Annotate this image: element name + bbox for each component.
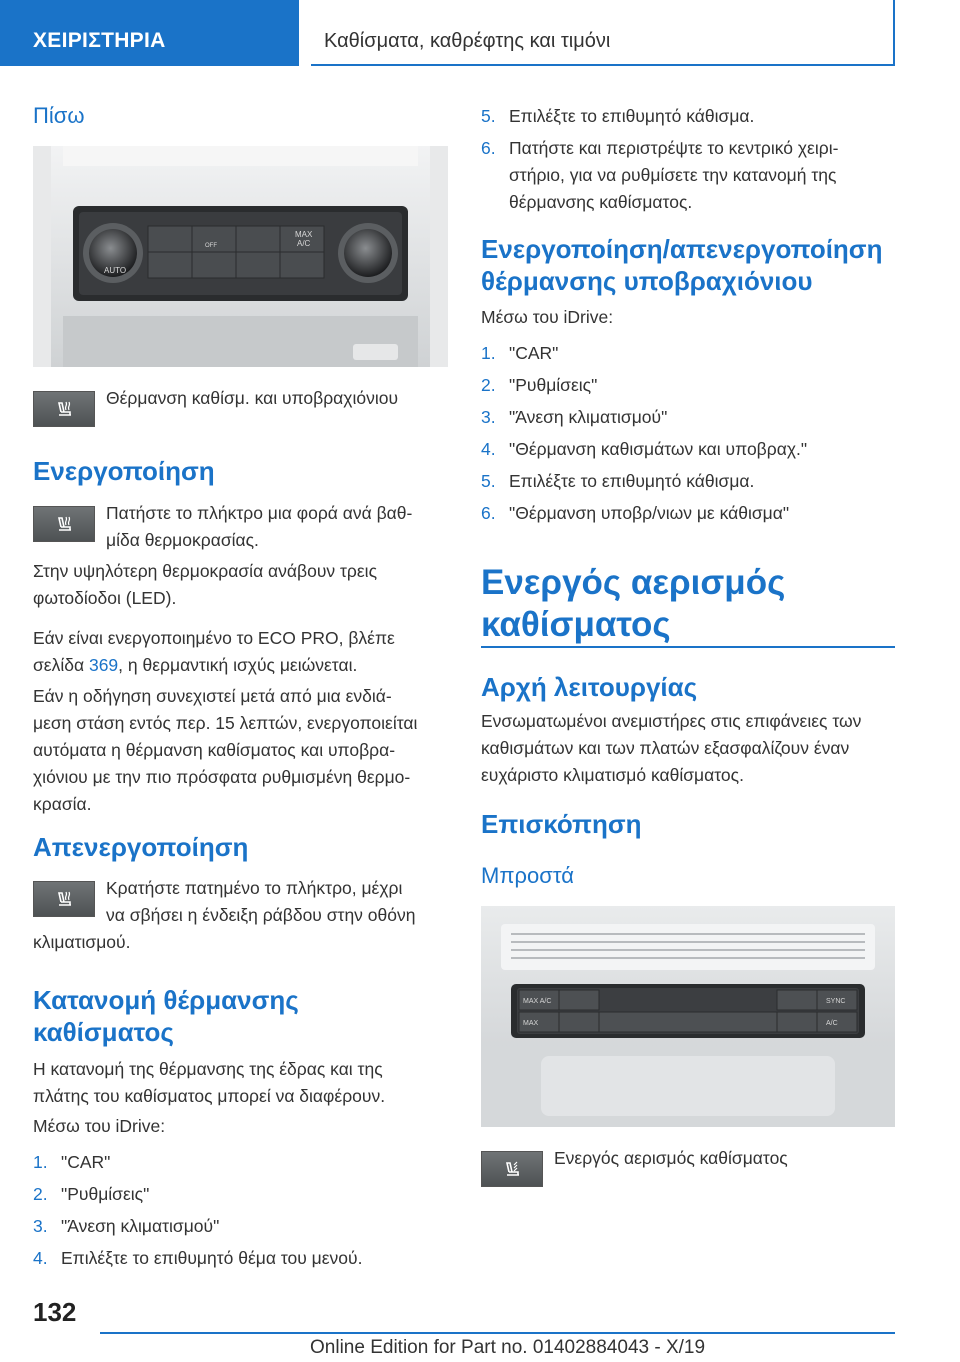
seat-heating-icon [55, 889, 75, 909]
led-line-2: φωτοδίοδοι (LED). [33, 588, 177, 608]
list-item: 4. "Θέρμανση καθισμάτων και υποβραχ." [481, 439, 808, 459]
armrest-heading-line-2: θέρμανσης υποβραχιόνιου [481, 265, 813, 296]
rear-heading: Πίσω [33, 103, 85, 128]
seat-ventilation-icon [503, 1159, 523, 1179]
distribution-heading-line-2: καθίσματος [33, 1016, 174, 1047]
seat-heating-button-image [33, 391, 95, 427]
header-section-title: ΧΕΙΡΙΣΤΗΡΙΑ [33, 29, 166, 52]
armrest-heading-line-1: Ενεργοποίηση/απενεργοποίηση [481, 234, 883, 264]
eco-text [33, 625, 395, 679]
rear-control-panel-photo [33, 146, 448, 367]
seat-heating-icon [55, 399, 75, 419]
list-item: 3. "Άνεση κλιματισμού" [33, 1216, 220, 1236]
drive-line-2: μεση στάση εντός περ. 15 λεπτών, ενεργοποιείται [33, 713, 418, 733]
drive-line-1: Εάν η οδήγηση συνεχιστεί μετά από μια ενδιά- [33, 686, 392, 706]
page-number: 132 [33, 1297, 77, 1327]
list-item: 1. "CAR" [33, 1152, 111, 1172]
footer-edition: Online Edition for Part no. 01402884043 - X/19 [310, 1337, 706, 1358]
list-item: 2. "Ρυθμίσεις" [481, 375, 598, 395]
eco-line-1: Εάν είναι ενεργοποιημένο το ECO PRO, βλέπε [33, 628, 395, 648]
distribution-text [33, 1056, 385, 1110]
vent-title-line-2: καθίσματος [481, 605, 671, 644]
vent-caption: Ενεργός αερισμός καθίσματος [554, 1148, 788, 1168]
seat-heating-icon [55, 514, 75, 534]
front-panel-sync-label: SYNC [826, 998, 846, 1005]
seat-ventilation-button-image [481, 1151, 543, 1187]
deactivate-heading: Απενεργοποίηση [33, 832, 249, 862]
activate-line-1: Πατήστε το πλήκτρο μια φορά ανά βαθ- [106, 503, 413, 523]
list-item: 5. Επιλέξτε το επιθυμητό κάθισμα. [481, 106, 755, 126]
drive-line-4: χιόνιου με την πιο πρόσφατα ρυθμισμένη θερμο- [33, 767, 411, 787]
list-item: 3. "Άνεση κλιματισμού" [481, 407, 668, 427]
vent-title-line-1: Ενεργός αερισμός [481, 563, 786, 602]
drive-line-5: κρασία. [33, 794, 92, 814]
footer-divider [100, 1332, 895, 1334]
led-text [33, 558, 377, 612]
right-steps-list [481, 340, 895, 532]
list-item: 2. "Ρυθμίσεις" [33, 1184, 150, 1204]
eco-line-2: σελίδα 369, η θερμαντική ισχύς μειώνεται. [33, 655, 358, 675]
deactivate-line-2: να σβήσει η ένδειξη ράβδου στην οθόνη [106, 905, 416, 925]
rear-panel-off-label: OFF [205, 243, 217, 249]
list-item: 6. "Θέρμανση υποβρ/νιων με κάθισμα" [481, 503, 790, 523]
rear-panel-max-label: MAX [295, 230, 313, 239]
principle-line-3: ευχάριστο κλιματισμό καθίσματος. [481, 765, 744, 785]
led-line-1: Στην υψηλότερη θερμοκρασία ανάβουν τρεις [33, 561, 378, 581]
header-section-tab [0, 0, 299, 66]
seat-heating-button-image-2 [33, 506, 95, 542]
armrest-heading [481, 234, 882, 297]
header-chapter-title: Καθίσματα, καθρέφτης και τιμόνι [324, 30, 611, 52]
distribution-heading [33, 985, 299, 1048]
principle-line-2: καθισμάτων και των πλατών εξασφαλίζουν έναν [481, 738, 850, 758]
list-item: 1. "CAR" [481, 343, 559, 363]
activate-line-2: μίδα θερμοκρασίας. [106, 530, 259, 550]
principle-text [481, 708, 861, 789]
header-chapter-box [311, 0, 895, 66]
principle-line-1: Ενσωματωμένοι ανεμιστήρες στις επιφάνειες των [481, 711, 862, 731]
front-panel-ac-label: A/C [826, 1020, 838, 1027]
front-control-panel-illustration [481, 906, 895, 1127]
activate-text [106, 500, 412, 554]
distribution-line-1: Η κατανομή της θέρμανσης της έδρας και της [33, 1059, 383, 1079]
front-panel-max-label: MAX [523, 1020, 539, 1027]
principle-heading: Αρχή λειτουργίας [481, 672, 698, 702]
list-item: 4. Επιλέξτε το επιθυμητό θέμα του μενού. [33, 1248, 363, 1268]
page-369-link[interactable]: 369 [88, 655, 119, 675]
rear-caption: Θέρμανση καθίσμ. και υποβραχιόνιου [106, 388, 399, 408]
distribution-line-2: πλάτης του καθίσματος μπορεί να διαφέρουν. [33, 1086, 386, 1106]
rear-panel-ac-label: A/C [297, 239, 311, 248]
rear-panel-auto-label: AUTO [104, 266, 127, 275]
activate-heading: Ενεργοποίηση [33, 456, 215, 486]
rear-control-panel-illustration [33, 146, 448, 367]
seat-heating-button-image-3 [33, 881, 95, 917]
deactivate-line-1: Κρατήστε πατημένο το πλήκτρο, μέχρι [106, 878, 403, 898]
list-item: 5. Επιλέξτε το επιθυμητό κάθισμα. [481, 471, 755, 491]
front-heading: Μπροστά [481, 863, 574, 888]
deactivate-text-b: κλιματισμού. [33, 932, 131, 952]
via-idrive-left: Μέσω του iDrive: [33, 1116, 166, 1136]
distribution-heading-line-1: Κατανομή θέρμανσης [33, 985, 299, 1015]
drive-line-3: αυτόματα η θέρμανση καθίσματος και υποβρα- [33, 740, 396, 760]
left-steps-list [33, 1149, 448, 1277]
section-divider [481, 646, 895, 648]
right-steps-cont-list [481, 103, 895, 221]
overview-heading: Επισκόπηση [481, 809, 642, 839]
front-panel-maxac-label: MAX A/C [523, 998, 552, 1005]
vent-title [481, 562, 785, 646]
drive-text [33, 683, 417, 818]
front-control-panel-photo [481, 906, 895, 1127]
deactivate-text-a [106, 875, 415, 929]
list-item: 6. Πατήστε και περιστρέψτε το κεντρικό χειρι- στήριο, για να ρυθμίσετε την κατανομή της θέρμανσης καθίσματος. [481, 138, 839, 212]
via-idrive-right: Μέσω του iDrive: [481, 307, 614, 327]
